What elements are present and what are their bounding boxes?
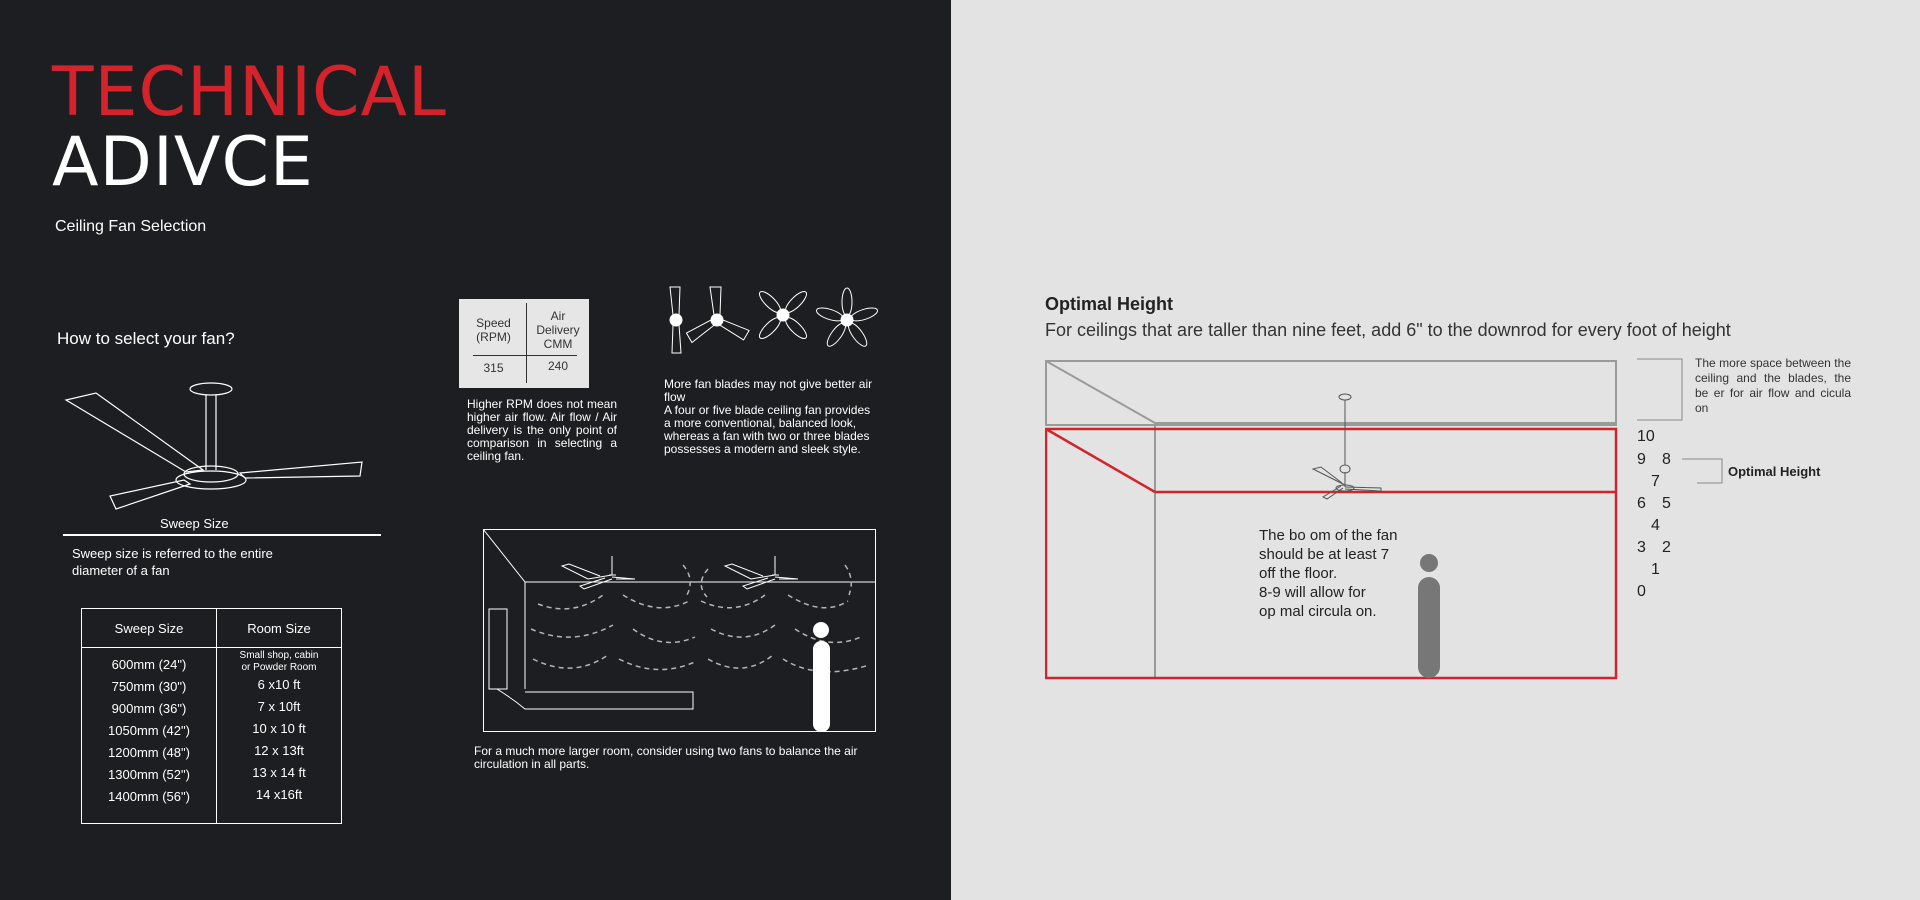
person-body-icon <box>813 641 830 732</box>
sweep-divider <box>63 534 381 536</box>
blades-description-line1: More fan blades may not give better air flow <box>664 377 873 404</box>
page-subtitle: Ceiling Fan Selection <box>55 218 207 235</box>
select-heading: How to select your fan? <box>57 329 235 348</box>
fan-blade-variants-icon <box>664 285 890 355</box>
sweep-size-cell: 1200mm (48") <box>108 745 190 760</box>
three-blade-fan-icon <box>60 378 370 513</box>
height-number: 0 <box>1637 583 1646 600</box>
size-table-header-sweep: Sweep Size <box>82 609 217 648</box>
optimal-height-diagram <box>1045 357 1631 682</box>
height-number: 7 <box>1651 473 1660 490</box>
height-number: 9 <box>1637 451 1646 468</box>
sweep-size-cell: 900mm (36") <box>111 701 187 716</box>
height-number: 5 <box>1662 495 1671 512</box>
height-number: 10 <box>1637 428 1655 445</box>
ceiling-space-note: The more space between the ceiling and the blades, the be er for air flow and cicula on <box>1695 356 1851 415</box>
person-head-icon <box>813 622 829 638</box>
sweep-size-cell: 1400mm (56") <box>108 789 190 804</box>
height-number: 2 <box>1662 539 1671 556</box>
blades-description <box>664 378 874 456</box>
room-size-cell: 14 x16ft <box>255 787 303 802</box>
sweep-size-label: Sweep Size <box>160 516 229 531</box>
fan-height-note: The bo om of the fan should be at least 7 off the floor. 8-9 will allow for op mal circula on. <box>1259 527 1398 620</box>
height-number: 8 <box>1662 451 1671 468</box>
room-size-cell: 13 x 14 ft <box>252 765 306 780</box>
height-number: 3 <box>1637 539 1646 556</box>
sweep-size-cell: 1300mm (52") <box>108 767 190 782</box>
sweep-size-cell: 750mm (30") <box>111 679 187 694</box>
large-room-illustration <box>483 529 876 732</box>
title-line-1: TECHNICAL <box>52 53 447 132</box>
height-number: 6 <box>1637 495 1646 512</box>
two-blade-fan-icon <box>670 287 682 353</box>
height-number: 1 <box>1651 561 1660 578</box>
rpm-box-divider <box>473 355 577 356</box>
speed-value: 315 <box>483 361 504 375</box>
left-panel <box>0 0 951 900</box>
optimal-height-title: Optimal Height <box>1045 294 1174 314</box>
title-line-2: ADIVCE <box>52 123 314 202</box>
right-panel <box>951 0 1920 900</box>
sweep-size-cell: 600mm (24") <box>111 657 187 672</box>
room-size-cell: Small shop, cabin <box>239 650 319 661</box>
five-blade-icon <box>815 288 879 349</box>
sweep-size-column <box>82 648 217 824</box>
blades-description-line2: A four or five blade ceiling fan provides a more conventional, balanced look, whereas a fan with two or three blades possesses a modern and sleek style. <box>664 403 871 456</box>
size-table <box>81 608 342 824</box>
four-blade-icon <box>757 289 810 342</box>
rpm-comparison-box <box>459 299 589 388</box>
speed-label: Speed (RPM) <box>476 316 511 344</box>
sweep-size-description: Sweep size is referred to the entire diameter of a fan <box>72 546 273 578</box>
optimal-height-label: Optimal Height <box>1728 464 1821 479</box>
room-size-cell: 10 x 10 ft <box>252 721 306 736</box>
height-number: 4 <box>1651 517 1660 534</box>
sweep-size-cell: 1050mm (42") <box>108 723 190 738</box>
rpm-description: Higher RPM does not mean higher air flow. Air flow / Air delivery is the only point of comparison in selecting a ceiling fan. <box>467 397 617 463</box>
room-size-cell: 6 x10 ft <box>257 677 301 692</box>
air-delivery-label: Air Delivery CMM <box>536 309 580 351</box>
size-table-header-room: Room Size <box>217 609 342 648</box>
three-blade-icon <box>686 287 749 343</box>
air-delivery-value: 240 <box>547 359 569 373</box>
large-room-description: For a much more larger room, consider using two fans to balance the air circulation in all parts. <box>474 744 858 771</box>
room-size-cell: or Powder Room <box>241 662 317 673</box>
room-size-cell: 12 x 13ft <box>254 743 304 758</box>
room-size-column <box>217 648 342 824</box>
optimal-height-subtitle: For ceilings that are taller than nine feet, add 6" to the downrod for every foot of height <box>1045 320 1731 340</box>
room-size-cell: 7 x 10ft <box>257 699 301 714</box>
